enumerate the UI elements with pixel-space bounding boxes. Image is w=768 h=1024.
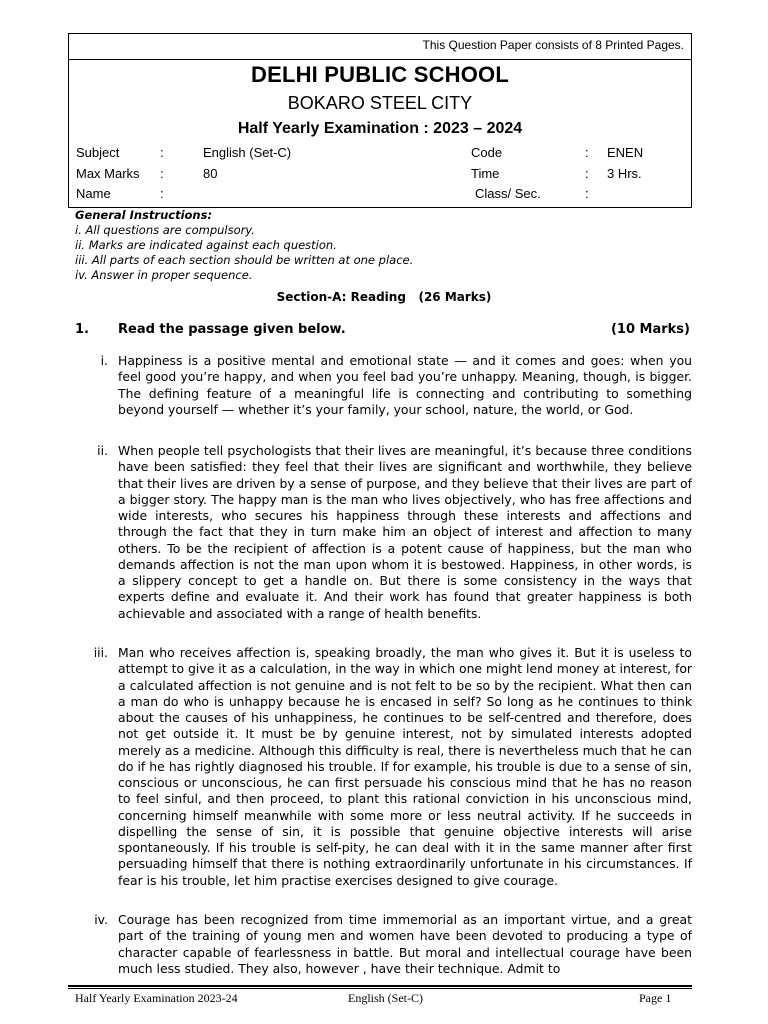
school-name: DELHI PUBLIC SCHOOL <box>250 62 510 87</box>
question-text: Read the passage given below. <box>118 322 346 337</box>
instruction-item: i. All questions are compulsory. <box>75 223 255 237</box>
header-box <box>68 33 692 208</box>
exam-title: Half Yearly Examination : 2023 – 2024 <box>237 120 523 137</box>
time-colon: : <box>585 166 589 181</box>
name-label: Name <box>76 186 111 201</box>
subject-value: English (Set-C) <box>203 145 292 160</box>
subject-colon: : <box>160 145 164 160</box>
marks-label: Max Marks <box>76 166 140 181</box>
passage-paragraph: Man who receives affection is, speaking broadly, the man who gives it. But it is useless to attempt to give it as a calculation, in the way in which one might lend money at interest, for a calculated affection is not genuine and is not felt to be so by the recipient. What then can a man do who is unhappy because he is encased in self? So long as he continues to think about the causes of his unhappiness, he continues to be self-centred and therefore, does not get outside it. It must be by genuine interest, not by simulated interests adopted merely as a medicine. Although this difficulty is real, there is nevertheless much that he can do if he has rightly diagnosed his trouble. If for example, his trouble is due to a sense of sin, conscious or unconscious, he can first persuade his conscious mind that he has no reason to feel sinful, and then proceed, to plant this rational conviction in his unconscious mind, concerning himself meanwhile with some more or less neutral activity. If he succeeds in dispelling the sense of sin, it is possible that genuine objective interests will arise spontaneously. If his trouble is self-pity, he can deal with it in the same manner after first persuading himself that there is nothing extraordinarily unfortunate in his circumstances. If fear is his trouble, let him practise exercises designed to give courage. <box>118 645 692 888</box>
passage-paragraph: Happiness is a positive mental and emotional state — and it comes and goes: when you feel good you’re happy, and when you feel bad you’re unhappy. Meaning, though, is bigger. The defining feature of a meaningful life is connecting and contributing to something beyond yourself — whether it’s your family, your school, nature, the world, or God. <box>118 353 692 417</box>
paragraph-number: iii. <box>93 645 108 660</box>
paragraph-number: iv. <box>94 912 108 927</box>
code-colon: : <box>585 145 589 160</box>
instruction-item: ii. Marks are indicated against each question. <box>75 238 337 252</box>
question-number: 1. <box>75 322 89 337</box>
time-value: 3 Hrs. <box>607 166 642 181</box>
code-label: Code <box>471 145 503 160</box>
header-divider <box>69 59 691 60</box>
question-marks: (10 Marks) <box>610 322 690 337</box>
section-title: Section-A: Reading (26 Marks) <box>276 290 492 304</box>
subject-label: Subject <box>76 145 120 160</box>
instruction-item: iv. Answer in proper sequence. <box>75 268 253 282</box>
instruction-item: iii. All parts of each section should be written at one place. <box>75 253 414 267</box>
general-instructions <box>75 208 413 283</box>
footer-subject: English (Set-C) <box>348 991 423 1005</box>
class-label: Class/ Sec. <box>475 186 541 201</box>
footer-exam: Half Yearly Examination 2023-24 <box>75 991 238 1005</box>
passage-paragraph: Courage has been recognized from time immemorial as an important virtue, and a great part of the training of young men and women have been devoted to producing a type of character capable of fearlessness in battle. But moral and intellectual courage have been much less studied. They also, however , have their technique. Admit to <box>118 912 692 976</box>
code-value: ENEN <box>607 145 644 160</box>
pages-note: This Question Paper consists of 8 Printed Pages. <box>422 38 684 52</box>
footer-rule-thin <box>68 988 692 989</box>
footer-rule <box>68 985 692 987</box>
marks-value: 80 <box>203 166 218 181</box>
passage-paragraph: When people tell psychologists that their lives are meaningful, it’s because three conditions have been satisfied: they feel that their lives are significant and worthwhile, they believe that their lives are driven by a sense of purpose, and they believe that their lives are part of a bigger story. The happy man is the man who lives objectively, who has free affections and wide interests, who secures his happiness through these interests and affections and through the fact that they in turn make him an object of interest and affection to many others. To be the recipient of affection is a potent cause of happiness, but the man who demands affection is not the man upon whom it is bestowed. Happiness, in other words, is a slippery concept to get a handle on. But there is some consistency in the ways that experts define and evaluate it. And their work has found that greater happiness is both achievable and associated with a range of health benefits. <box>118 443 692 621</box>
time-label: Time <box>471 166 500 181</box>
class-colon: : <box>585 186 589 201</box>
footer-page: Page 1 <box>639 991 672 1005</box>
paragraph-number: i. <box>100 353 108 368</box>
instructions-title: General Instructions: <box>75 208 213 222</box>
marks-colon: : <box>160 166 164 181</box>
school-city: BOKARO STEEL CITY <box>287 93 473 113</box>
name-colon: : <box>160 186 164 201</box>
paragraph-number: ii. <box>97 443 108 458</box>
